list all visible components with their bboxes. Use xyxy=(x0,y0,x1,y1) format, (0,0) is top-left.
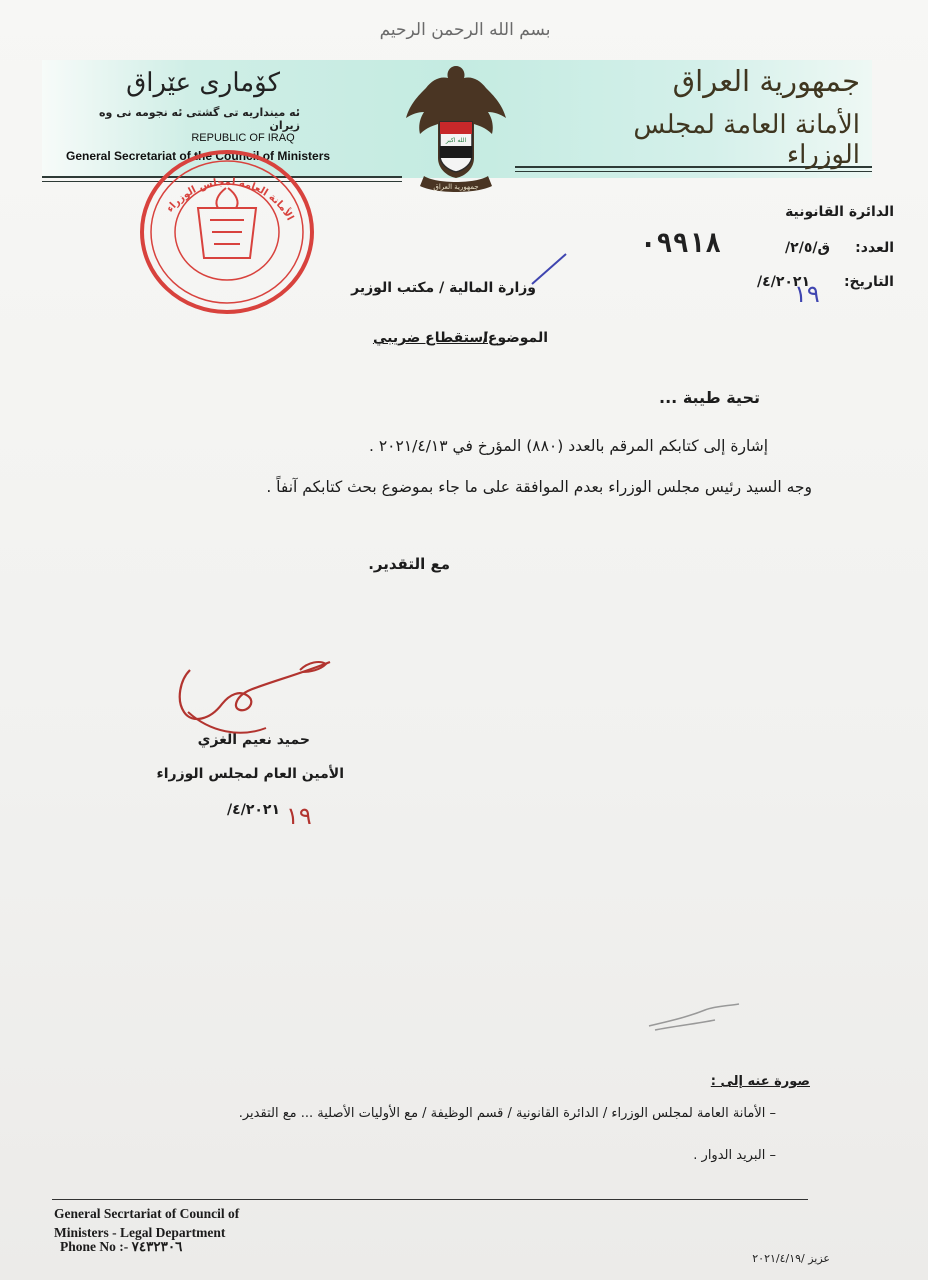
stamp-text: الأمانة العامة لمجلس الوزراء xyxy=(164,176,296,223)
body-paragraph: إشارة إلى كتابكم المرقم بالعدد (٨٨٠) المؤرخ في ٢٠٢١/٤/١٣ . xyxy=(369,437,768,455)
signer-title: الأمين العام لمجلس الوزراء xyxy=(156,766,344,782)
footer-rule xyxy=(52,1199,808,1200)
cc-item: – الأمانة العامة لمجلس الوزراء / الدائرة القانونية / قسم الوظيفة / مع الأوليات الأصلية ... مع التقدير. xyxy=(238,1106,776,1121)
date-label: التاريخ: xyxy=(843,274,894,290)
emblem-caption: جمهورية العراق xyxy=(433,183,479,191)
handwritten-number: ٠٩٩١٨ xyxy=(640,228,722,259)
cc-label: صورة عنه إلى : xyxy=(710,1074,810,1089)
general-secretariat-en-label: General Secretariat of the Council of Ministers xyxy=(66,149,331,163)
kurdish-subtitle: ئه‌ مینداریه‌ تی گشتی ئه‌ نجومه‌ نی وه‌ زیران xyxy=(99,106,300,132)
eagle-emblem-icon xyxy=(396,58,516,203)
subject-value: استقطاع ضريبي xyxy=(372,330,488,346)
addressee: وزارة المالية / مكتب الوزير xyxy=(351,280,536,296)
footer-reference: عزيز /٢٠٢١/٤/١٩ xyxy=(752,1252,830,1265)
footer-line: Ministers - Legal Department xyxy=(54,1225,226,1240)
signature-icon xyxy=(170,650,350,740)
kurdish-title: كۆماری عێراق xyxy=(126,68,280,98)
signature-date: /٤/٢٠٢١ xyxy=(227,802,280,818)
arabic-title-republic: جمهورية العراق xyxy=(672,64,860,98)
initials-scribble-icon xyxy=(645,1000,745,1035)
date-value: /٤/٢٠٢١ xyxy=(757,274,810,290)
arabic-title-secretariat: الأمانة العامة لمجلس الوزراء xyxy=(633,110,860,170)
handwritten-date-day: ١٩ xyxy=(794,280,820,308)
basmala: بسم الله الرحمن الرحيم xyxy=(379,20,551,40)
letterhead-rule xyxy=(515,171,872,172)
signer-name: حميد نعيم الغزي xyxy=(197,732,310,748)
republic-en-label: REPUBLIC OF IRAQ xyxy=(191,132,295,144)
number-value: ق/٢/٥/ xyxy=(785,240,830,256)
cc-item: – البريد الدوار . xyxy=(693,1148,776,1163)
department-label: الدائرة القانونية xyxy=(785,204,894,220)
number-label: العدد: xyxy=(855,240,894,256)
svg-text:الله اكبر: الله اكبر xyxy=(445,137,467,144)
body-paragraph: وجه السيد رئيس مجلس الوزراء بعدم الموافقة على ما جاء بموضوع بحث كتابكم آنفاً . xyxy=(266,478,812,496)
footer-line: General Secrtariat of Council of xyxy=(54,1206,240,1221)
subject-label: الموضوع/ xyxy=(482,330,548,346)
greeting: تحية طيبة ... xyxy=(659,388,760,407)
handwritten-signature-day: ١٩ xyxy=(286,802,312,830)
footer-phone: Phone No :- ٧٤٣٢٣٠٦ xyxy=(60,1239,183,1254)
closing: مع التقدير. xyxy=(368,555,450,573)
official-stamp-icon xyxy=(138,148,316,316)
